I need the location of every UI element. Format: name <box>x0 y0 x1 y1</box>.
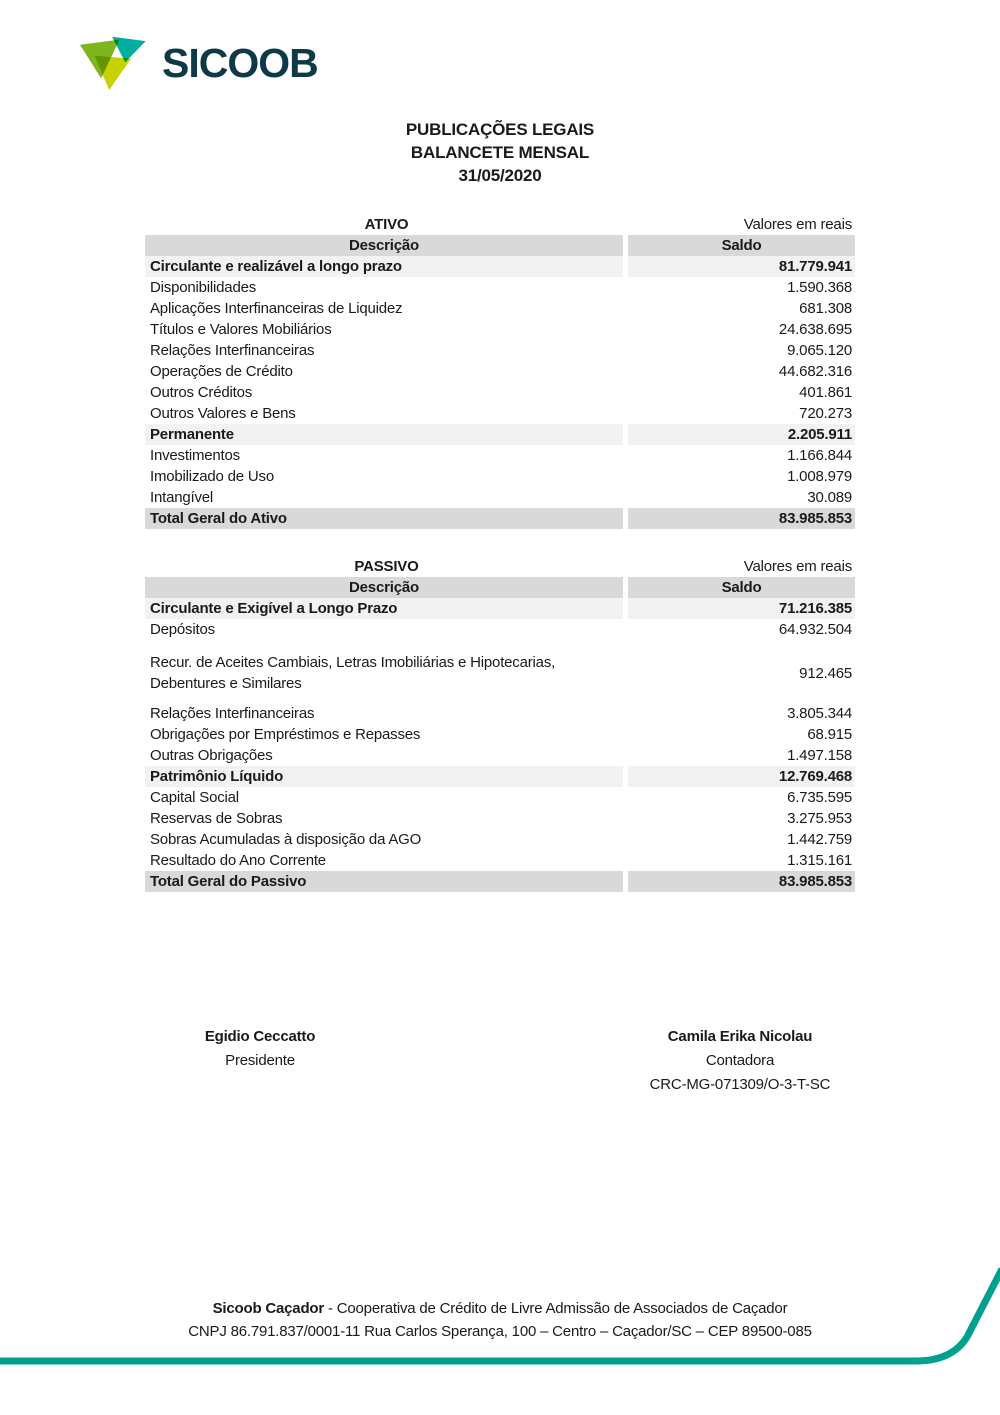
table-row <box>145 298 855 319</box>
row-label: Relações Interfinanceiras <box>150 705 315 722</box>
sicoob-triangles-icon <box>78 36 152 90</box>
table-row <box>145 508 855 529</box>
table-row <box>145 319 855 340</box>
row-value: 71.216.385 <box>628 598 855 619</box>
table-row <box>145 787 855 808</box>
table-row <box>145 871 855 892</box>
table-row <box>145 403 855 424</box>
title-line-2: BALANCETE MENSAL <box>410 143 590 162</box>
footer-coop-description: - Cooperativa de Crédito de Livre Admissão de Associados de Caçador <box>324 1300 788 1317</box>
signature-accountant <box>590 1025 890 1097</box>
table-row <box>145 340 855 361</box>
table-row <box>145 256 855 277</box>
passivo-table-header <box>145 556 855 577</box>
footer <box>0 1297 1000 1343</box>
signer-registry: CRC-MG-071309/O-3-T-SC <box>649 1076 831 1093</box>
column-header-descricao: Descrição <box>145 577 623 598</box>
table-row <box>145 487 855 508</box>
row-value: 30.089 <box>807 489 852 506</box>
title-line-1: PUBLICAÇÕES LEGAIS <box>405 120 595 139</box>
row-label: Imobilizado de Uso <box>150 468 274 485</box>
table-row <box>145 745 855 766</box>
signer-role: Presidente <box>225 1052 295 1069</box>
row-value: 3.275.953 <box>787 810 852 827</box>
row-label: Capital Social <box>150 789 239 806</box>
row-value: 9.065.120 <box>787 342 852 359</box>
table-row <box>145 766 855 787</box>
row-label: Reservas de Sobras <box>150 810 283 827</box>
footer-coop-name: Sicoob Caçador <box>212 1300 325 1317</box>
signer-name: Egidio Ceccatto <box>204 1028 316 1045</box>
row-value: 1.008.979 <box>787 468 852 485</box>
row-value: 83.985.853 <box>628 508 855 529</box>
table-row <box>145 829 855 850</box>
row-label: Permanente <box>145 424 623 445</box>
row-value: 401.861 <box>799 384 852 401</box>
row-value: 1.166.844 <box>787 447 852 464</box>
ativo-rows <box>145 256 855 529</box>
row-label: Disponibilidades <box>150 279 257 296</box>
table-row <box>145 466 855 487</box>
row-label: Outros Valores e Bens <box>150 405 296 422</box>
signer-role: Contadora <box>705 1052 775 1069</box>
column-header-descricao: Descrição <box>145 235 623 256</box>
row-value: 64.932.504 <box>778 621 852 638</box>
row-label: Resultado do Ano Corrente <box>150 852 326 869</box>
row-label: Intangível <box>150 489 214 506</box>
row-value: 1.497.158 <box>787 747 852 764</box>
row-label: Patrimônio Líquido <box>145 766 623 787</box>
row-label: Títulos e Valores Mobiliários <box>150 321 332 338</box>
row-value: 68.915 <box>807 726 852 743</box>
row-label: Outros Créditos <box>150 384 253 401</box>
row-value: 44.682.316 <box>778 363 852 380</box>
row-value: 1.315.161 <box>787 852 852 869</box>
column-header-row <box>145 235 855 256</box>
row-label: Obrigações por Empréstimos e Repasses <box>150 726 421 743</box>
row-value: 1.590.368 <box>787 279 852 296</box>
sicoob-logo <box>78 36 318 90</box>
row-label: Total Geral do Ativo <box>145 508 623 529</box>
ativo-table-header <box>145 214 855 235</box>
row-value: 24.638.695 <box>778 321 852 338</box>
title-line-3: 31/05/2020 <box>458 166 542 185</box>
row-value: 6.735.595 <box>787 789 852 806</box>
table-row <box>145 619 855 640</box>
signer-name: Camila Erika Nicolau <box>667 1028 813 1045</box>
row-label: Aplicações Interfinanceiras de Liquidez <box>150 300 403 317</box>
column-header-saldo: Saldo <box>628 577 855 598</box>
row-label: Relações Interfinanceiras <box>150 342 315 359</box>
row-value: 83.985.853 <box>628 871 855 892</box>
table-row <box>145 361 855 382</box>
row-label: Outras Obrigações <box>150 747 273 764</box>
table-row <box>145 724 855 745</box>
table-title: PASSIVO <box>354 558 419 575</box>
row-label: Sobras Acumuladas à disposição da AGO <box>150 831 422 848</box>
row-value: 3.805.344 <box>787 705 852 722</box>
row-label: Operações de Crédito <box>150 363 293 380</box>
document-title <box>0 118 1000 187</box>
signature-president <box>120 1025 400 1073</box>
row-label: Depósitos <box>150 621 215 638</box>
row-value: 2.205.911 <box>628 424 855 445</box>
unit-label: Valores em reais <box>743 216 852 233</box>
row-value: 1.442.759 <box>787 831 852 848</box>
footer-line-1 <box>0 1297 1000 1320</box>
row-label: Circulante e Exigível a Longo Prazo <box>145 598 623 619</box>
table-row <box>145 850 855 871</box>
passivo-rows <box>145 598 855 892</box>
row-label: Investimentos <box>150 447 240 464</box>
column-header-saldo: Saldo <box>628 235 855 256</box>
table-row <box>145 382 855 403</box>
table-row <box>145 598 855 619</box>
row-label: Recur. de Aceites Cambiais, Letras Imobiliárias e Hipotecarias, Debentures e Similares <box>150 654 556 692</box>
table-row <box>145 277 855 298</box>
row-value: 912.465 <box>799 664 852 682</box>
footer-line-2: CNPJ 86.791.837/0001-11 Rua Carlos Sperança, 100 – Centro – Caçador/SC – CEP 89500-085 <box>188 1323 812 1340</box>
table-row <box>145 445 855 466</box>
ativo-table <box>145 214 855 529</box>
passivo-table <box>145 556 855 892</box>
row-value: 81.779.941 <box>628 256 855 277</box>
table-row <box>145 652 855 694</box>
row-value: 681.308 <box>799 300 852 317</box>
row-value: 720.273 <box>799 405 852 422</box>
column-header-row <box>145 577 855 598</box>
row-label: Circulante e realizável a longo prazo <box>145 256 623 277</box>
brand-wordmark: SICOOB <box>162 40 318 86</box>
table-row <box>145 703 855 724</box>
table-row <box>145 424 855 445</box>
unit-label: Valores em reais <box>743 558 852 575</box>
table-title: ATIVO <box>364 216 409 233</box>
row-label: Total Geral do Passivo <box>145 871 623 892</box>
table-row <box>145 808 855 829</box>
row-value: 12.769.468 <box>628 766 855 787</box>
